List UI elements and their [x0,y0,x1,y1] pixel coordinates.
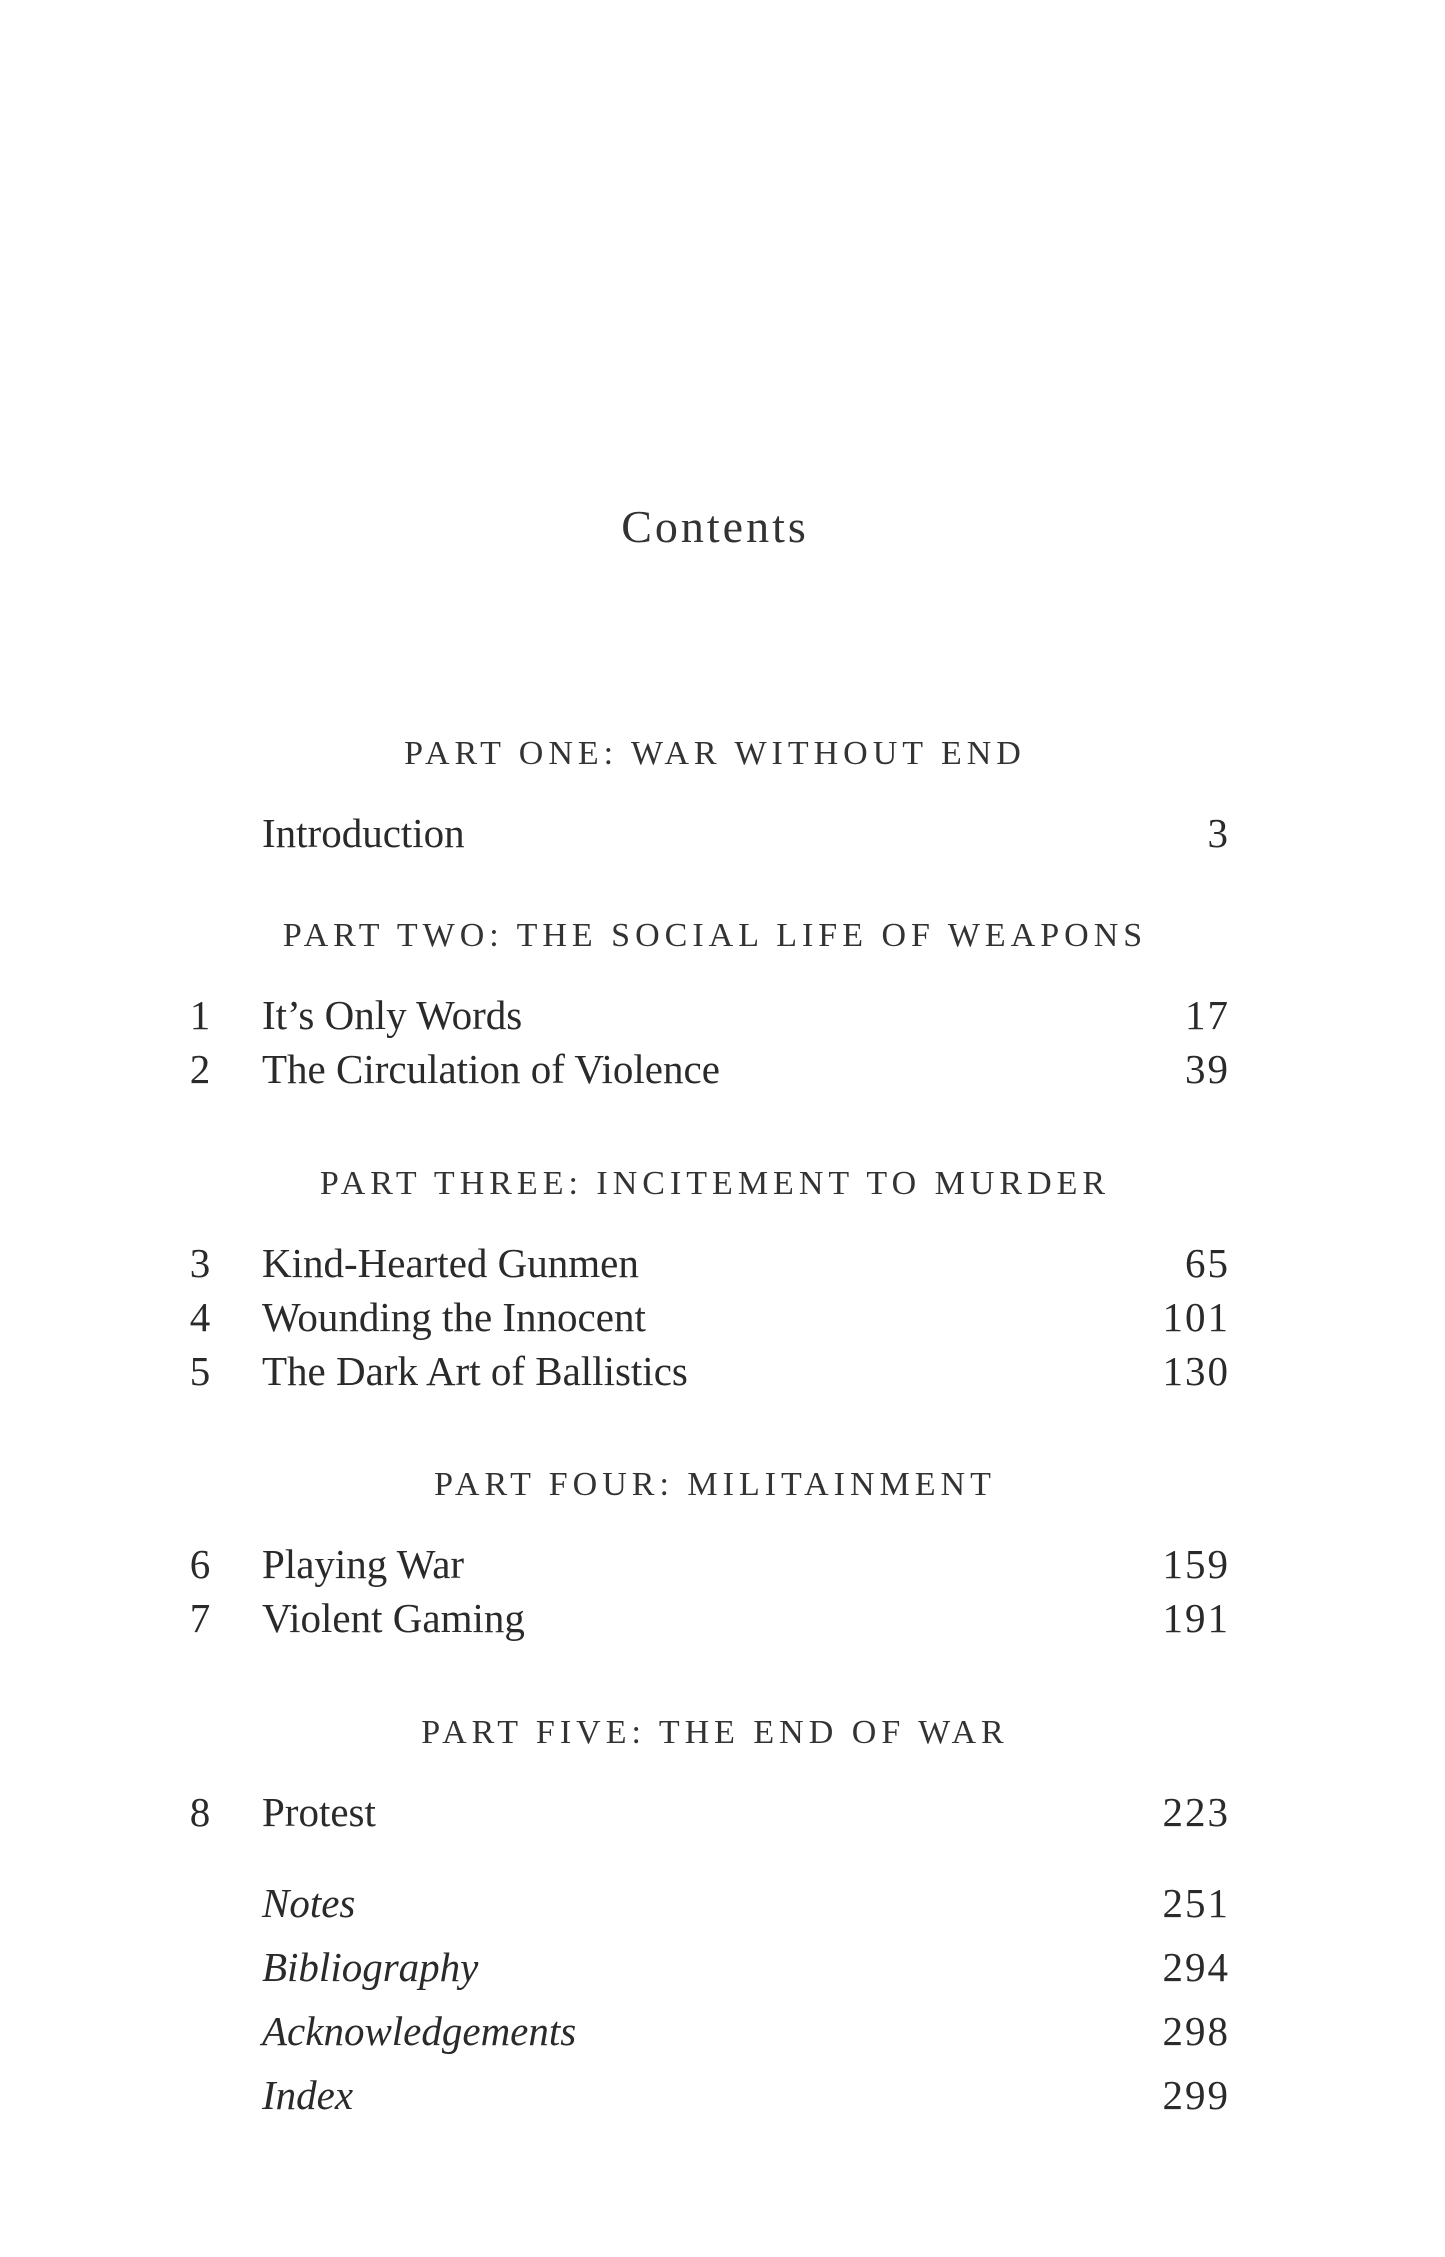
part-heading-three: PART THREE: INCITEMENT TO MURDER [319,1165,1111,1202]
toc-entry-chapter-6[interactable] [180,1537,1230,1591]
chapter-title: Protest [262,1789,376,1835]
page-number: 251 [1162,1880,1230,1926]
chapter-title: The Circulation of Violence [262,1046,720,1092]
toc-entry-introduction[interactable] [180,806,1230,860]
page-number: 39 [1185,1046,1230,1092]
page-number: 3 [1207,810,1230,856]
page-number: 298 [1162,2008,1230,2054]
back-matter-title: Bibliography [262,1944,479,1990]
toc-entry-chapter-3[interactable] [180,1236,1230,1290]
toc-entry-chapter-1[interactable] [180,988,1230,1042]
chapter-title: It’s Only Words [262,992,523,1038]
part-heading-two: PART TWO: THE SOCIAL LIFE OF WEAPONS [282,917,1148,954]
chapter-number: 6 [189,1541,211,1587]
page-number: 299 [1162,2072,1230,2118]
page-number: 65 [1185,1240,1230,1286]
chapter-number: 2 [189,1046,211,1092]
back-matter-title: Acknowledgements [262,2008,577,2054]
toc-entry-chapter-4[interactable] [180,1290,1230,1344]
page-title: Contents [621,501,809,552]
chapter-number: 7 [189,1595,211,1641]
toc-entry-index[interactable] [180,2068,1230,2122]
chapter-number: 1 [189,992,211,1038]
toc-entry-bibliography[interactable] [180,1940,1230,1994]
page-number: 130 [1162,1348,1230,1394]
page-number: 17 [1185,992,1230,1038]
toc-entry-acknowledgements[interactable] [180,2004,1230,2058]
chapter-title: Playing War [262,1541,465,1587]
chapter-title: The Dark Art of Ballistics [262,1348,688,1394]
part-heading-four: PART FOUR: MILITAINMENT [434,1466,996,1503]
chapter-number: 4 [189,1294,211,1340]
toc-entry-chapter-5[interactable] [180,1344,1230,1398]
chapter-number: 3 [189,1240,211,1286]
chapter-title: Violent Gaming [262,1595,525,1641]
part-heading-five: PART FIVE: THE END OF WAR [421,1714,1009,1751]
chapter-number: 8 [189,1789,211,1835]
toc-entry-chapter-8[interactable] [180,1785,1230,1839]
chapter-title: Kind-Hearted Gunmen [262,1240,639,1286]
chapter-title: Introduction [262,810,465,856]
toc-entry-chapter-2[interactable] [180,1042,1230,1096]
toc-entry-chapter-7[interactable] [180,1591,1230,1645]
page-number: 191 [1162,1595,1230,1641]
chapter-number: 5 [189,1348,211,1394]
back-matter-title: Index [262,2072,354,2118]
chapter-title: Wounding the Innocent [262,1294,646,1340]
page-number: 223 [1162,1789,1230,1835]
back-matter-title: Notes [262,1880,356,1926]
toc-entry-notes[interactable] [180,1876,1230,1930]
page-number: 101 [1162,1294,1230,1340]
page-number: 159 [1162,1541,1230,1587]
part-heading-one: PART ONE: WAR WITHOUT END [404,735,1026,772]
page-number: 294 [1162,1944,1230,1990]
